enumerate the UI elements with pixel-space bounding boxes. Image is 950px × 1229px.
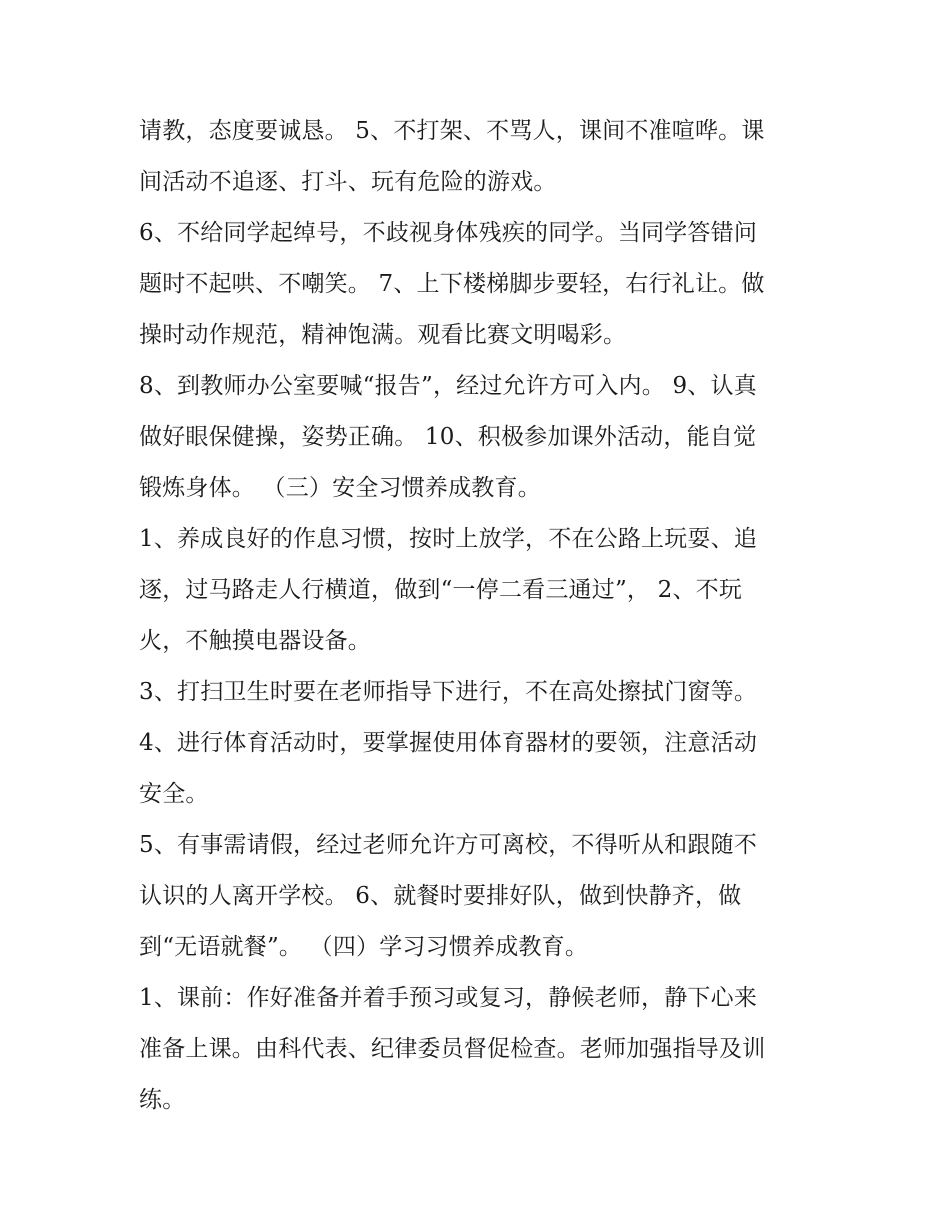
text-line: 准备上课。由科代表、纪律委员督促检查。老师加强指导及训	[139, 1036, 766, 1062]
text-line: 到“无语就餐”。 （四）学习习惯养成教育。	[139, 934, 589, 960]
text-line: 间活动不追逐、打斗、玩有危险的游戏。	[139, 169, 557, 195]
document-body	[139, 109, 819, 1129]
text-line: 安全。	[139, 781, 209, 807]
text-line: 练。	[139, 1087, 186, 1113]
text-line: 逐，过马路走人行横道，做到“一停二看三通过”， 2、不玩	[139, 577, 743, 603]
text-line: 题时不起哄、不嘲笑。 7、上下楼梯脚步要轻，右行礼让。做	[139, 271, 765, 297]
text-line: 请教，态度要诚恳。 5、不打架、不骂人，课间不准喧哗。课	[139, 118, 765, 144]
text-line: 操时动作规范，精神饱满。观看比赛文明喝彩。	[139, 322, 627, 348]
text-line: 6、不给同学起绰号，不歧视身体残疾的同学。当同学答错问	[139, 220, 758, 246]
text-line: 做好眼保健操，姿势正确。 10、积极参加课外活动，能自觉	[139, 424, 757, 450]
text-line: 4、进行体育活动时，要掌握使用体育器材的要领，注意活动	[139, 730, 758, 756]
text-line: 认识的人离开学校。 6、就餐时要排好队，做到快静齐，做	[139, 883, 742, 909]
text-line: 5、有事需请假，经过老师允许方可离校，不得听从和跟随不	[139, 832, 758, 858]
text-line: 火，不触摸电器设备。	[139, 628, 371, 654]
text-line: 1、养成良好的作息习惯，按时上放学，不在公路上玩耍、追	[139, 526, 758, 552]
text-line: 8、到教师办公室要喊“报告”，经过允许方可入内。 9、认真	[139, 373, 757, 399]
text-line: 锻炼身体。 （三）安全习惯养成教育。	[139, 475, 541, 501]
text-line: 3、打扫卫生时要在老师指导下进行，不在高处擦拭门窗等。	[139, 679, 758, 705]
text-line: 1、课前：作好准备并着手预习或复习，静候老师，静下心来	[139, 985, 758, 1011]
